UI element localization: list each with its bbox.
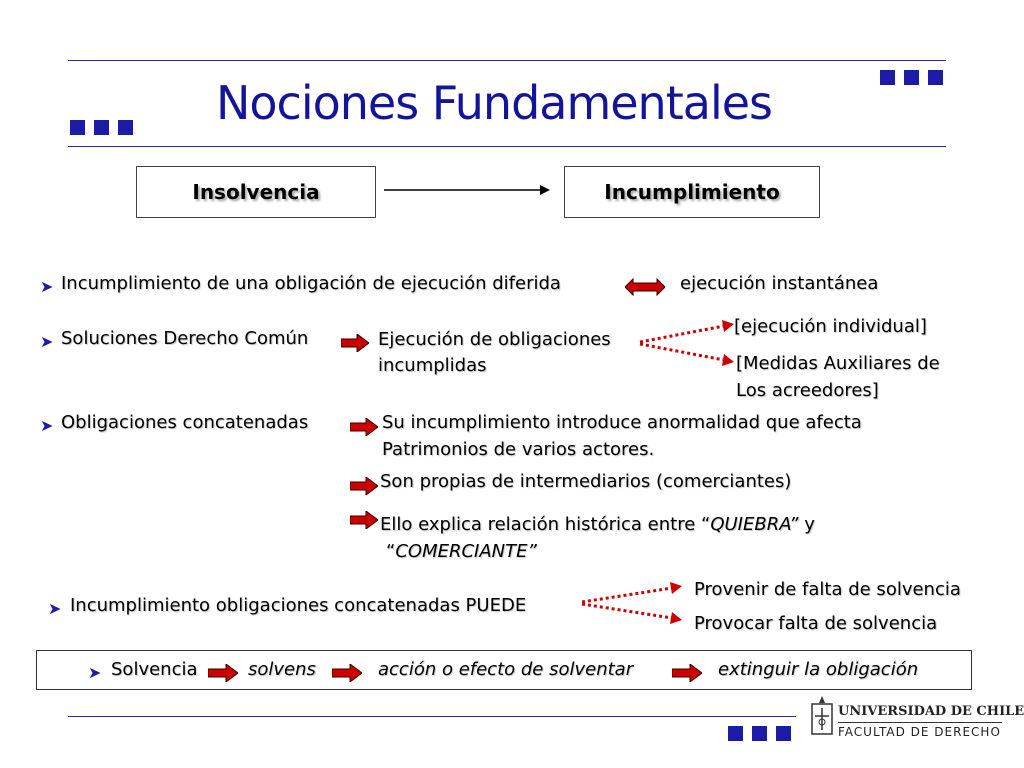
row5-b: acción o efecto de solventar — [378, 659, 634, 680]
row1-after: ejecución instantánea — [680, 273, 879, 294]
row3-c-prefix: Ello explica relación histórica entre “ — [380, 514, 711, 535]
logo-divider — [838, 722, 1002, 723]
row4-branch1: Provenir de falta de solvencia — [694, 579, 961, 600]
university-crest-icon — [810, 696, 834, 738]
row3-c-quiebra: QUIEBRA” — [710, 514, 799, 535]
red-arrow-icon — [350, 511, 378, 529]
bullet-arrow-icon: ➤ — [88, 663, 102, 682]
row3-text: Obligaciones concatenadas — [61, 412, 309, 433]
red-arrow-icon — [350, 418, 378, 436]
bullet-arrow-icon: ➤ — [40, 416, 54, 435]
row3-b: Son propias de intermediarios (comerciantes) — [380, 471, 792, 492]
row3-a-line1: Su incumplimiento introduce anormalidad que afecta — [382, 412, 862, 433]
box-incumplimiento: Incumplimiento — [564, 166, 820, 218]
red-arrow-icon — [350, 477, 378, 495]
dotted-branch-arrows-icon — [578, 580, 686, 630]
row2-branch1: [ejecución individual] — [734, 316, 927, 337]
connector-arrow-icon — [384, 182, 550, 198]
row3-c-y: y — [798, 514, 815, 535]
red-arrow-icon — [332, 664, 362, 682]
row3-c-open-quote: “ — [386, 541, 396, 562]
row2-target-line1: Ejecución de obligaciones — [378, 329, 611, 350]
row3-c-line2 — [386, 538, 537, 566]
logo-line2: FACULTAD DE DERECHO — [838, 725, 1001, 739]
bullet-arrow-icon: ➤ — [40, 332, 54, 351]
row2-text: Soluciones Derecho Común — [61, 328, 309, 349]
row2-branch2-line1: [Medidas Auxiliares de — [736, 353, 940, 374]
row3-a-line2: Patrimonios de varios actores. — [382, 439, 655, 460]
row4-text: Incumplimiento obligaciones concatenadas PUEDE — [70, 595, 527, 616]
row5-a: solvens — [248, 659, 316, 680]
row1-text: Incumplimiento de una obligación de ejecución diferida — [61, 273, 561, 294]
red-arrow-icon — [672, 664, 702, 682]
title-rule — [68, 146, 946, 147]
page-title: Nociones Fundamentales — [216, 76, 772, 130]
dotted-branch-arrows-icon — [636, 312, 736, 372]
bullet-arrow-icon: ➤ — [40, 277, 54, 296]
row3-c-line1 — [380, 511, 815, 539]
row4-branch2: Provocar falta de solvencia — [694, 613, 938, 634]
red-arrow-icon — [208, 664, 238, 682]
row2-branch2-line2: Los acreedores] — [736, 380, 879, 401]
row5-c: extinguir la obligación — [718, 659, 919, 680]
row2-target-line2: incumplidas — [378, 355, 487, 376]
bullet-arrow-icon: ➤ — [48, 599, 62, 618]
double-arrow-icon — [625, 278, 665, 296]
top-rule — [68, 60, 946, 61]
red-arrow-icon — [341, 334, 369, 352]
row5-word: Solvencia — [111, 659, 198, 680]
logo-line1: UNIVERSIDAD DE CHILE — [838, 704, 1024, 719]
box-insolvencia: Insolvencia — [136, 166, 376, 218]
footer-rule — [68, 716, 796, 717]
row3-c-comerciante: COMERCIANTE” — [395, 541, 537, 562]
